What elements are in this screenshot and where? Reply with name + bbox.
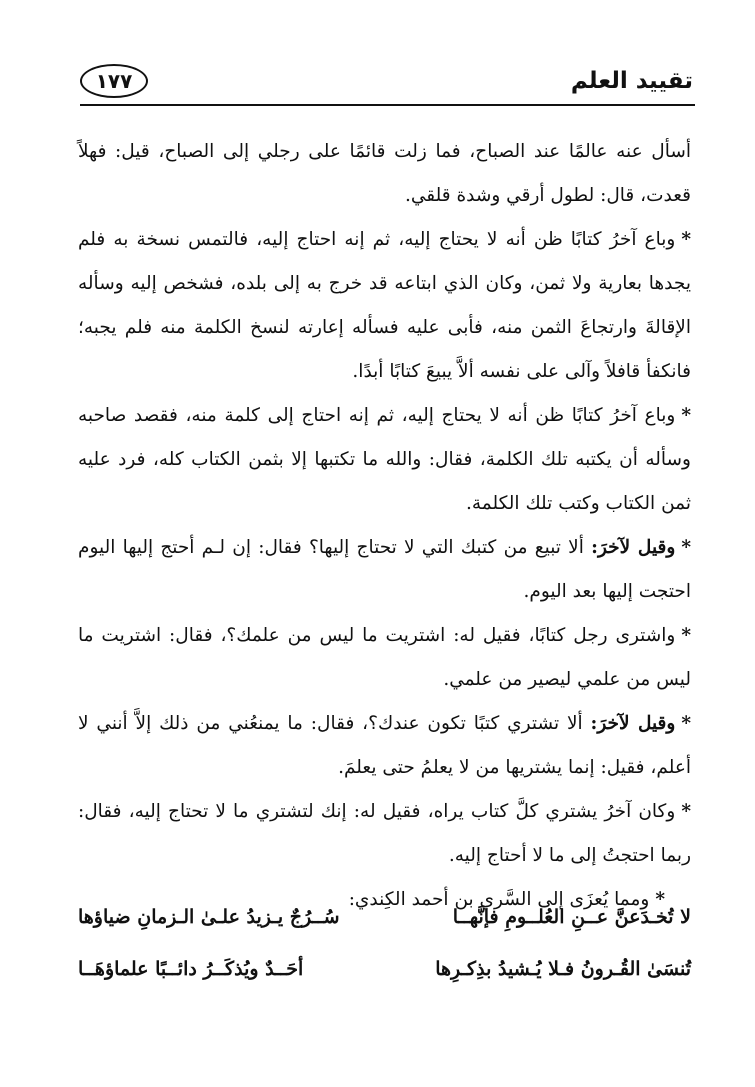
paragraph-text: ألا تبيع من كتبك التي لا تحتاج إليها؟ فقال: إن لـم أحتج إليها اليوم احتجت إليها بعد اليوم. [78, 537, 691, 602]
page-body [78, 130, 691, 922]
poem-intro-text: ومما يُعزَى إلى السَّري بن أحمد الكِندي: [348, 889, 650, 910]
verse-second-hemistich: سُــرُجٌ يـزيدُ علـىٰ الـزمانِ ضياؤها [78, 906, 340, 928]
page-header [80, 62, 693, 104]
paragraph-text: ألا تشتري كتبًا تكون عندك؟، فقال: ما يمنعُني من ذلك إلاَّ أنني لا أعلم، فقيل: إنما يشتريها من لا يعلمُ حتى يعلمَ. [78, 713, 691, 778]
paragraph [78, 394, 691, 526]
verse-first-hemistich: لا تُخـدَعنَّ عــنِ العُلــومِ فإنَّهــا [452, 906, 691, 928]
paragraph-text: وكان آخرُ يشتري كلَّ كتاب يراه، فقيل له: إنك لتشتري ما لا تحتاج إليه، فقال: ربما احتجتُ إلى ما لا أحتاج إليه. [78, 801, 691, 866]
paragraph-text: وباع آخرُ كتابًا ظن أنه لا يحتاج إليه، ثم إنه احتاج إليه، فالتمس نسخة به فلم يجدها بعارية ولا ثمن، وكان الذي ابتاعه قد خرج به إلى بلده، فشخص إليه وسأله الإقالةَ وارتجاعَ الثمن منه، فأبى عليه فسأله إعارته لنسخ الكلمة منه فلم يجبه؛ فانكفأ قافلاً وآلى على نفسه ألاَّ يبيعَ كتابًا أبدًا. [78, 229, 691, 382]
paragraph-lead: وقيل لآخرَ: [590, 713, 676, 734]
paragraph [78, 130, 691, 218]
paragraph [78, 790, 691, 878]
paragraph-text: واشترى رجل كتابًا، فقيل له: اشتريت ما ليس من علمك؟، فقال: اشتريت ما ليس من علمي ليصير من علمي. [78, 625, 691, 690]
running-title: تقييد العلم [570, 68, 693, 94]
paragraph [78, 614, 691, 702]
poem [78, 906, 691, 1010]
poem-verse [78, 906, 691, 958]
asterisk-marker: * [681, 801, 691, 822]
paragraph-lead: وقيل لآخرَ: [591, 537, 676, 558]
asterisk-marker: * [681, 713, 692, 734]
asterisk-marker: * [655, 889, 665, 910]
asterisk-marker: * [681, 537, 691, 558]
asterisk-marker: * [681, 625, 691, 646]
asterisk-marker: * [681, 229, 691, 250]
poem-verse [78, 958, 691, 1010]
paragraph [78, 702, 691, 790]
header-rule [80, 104, 695, 106]
verse-first-hemistich: تُنسَىٰ القُـرونُ فـلا يُـشيدُ بذِكـرِها [435, 958, 691, 980]
verse-second-hemistich: أحَــدٌ ويُذكَــرُ دائــبًا علماؤهَــا [78, 958, 304, 980]
paragraph [78, 526, 691, 614]
page-number-badge: ١٧٧ [80, 64, 148, 98]
paragraph-text: وباع آخرُ كتابًا ظن أنه لا يحتاج إليه، ثم إنه احتاج إلى كلمة منه، فقصد صاحبه وسأله أن يكتبه تلك الكلمة، فقال: والله ما تكتبها إلا بثمن الكتاب كله، فرد عليه ثمن الكتاب وكتب تلك الكلمة. [78, 405, 691, 514]
paragraph-text: أسأل عنه عالمًا عند الصباح، فما زلت قائمًا على رجلي إلى الصباح، قيل: فهلاً قعدت، قال: لطول أرقي وشدة قلقي. [78, 141, 691, 206]
asterisk-marker: * [681, 405, 691, 426]
paragraph [78, 218, 691, 394]
